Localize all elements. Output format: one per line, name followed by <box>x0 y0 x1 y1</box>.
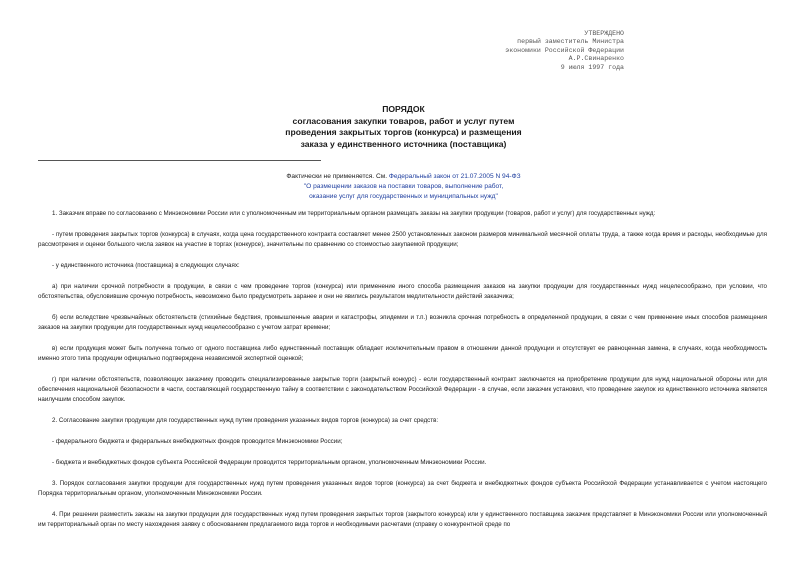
separator-line <box>38 160 321 161</box>
approval-line: 9 июля 1997 года <box>560 63 624 71</box>
paragraph: - федерального бюджета и федеральных внебюджетных фондов проводится Минэкономики России; <box>52 438 343 445</box>
paragraph: б) если вследствие чрезвычайных обстоятельств (стихийные бедствия, промышленные аварии и катастрофы, эпидемии и т.п.) возникла срочная потребность в определенной продукции, в связи с чем применение иных способов размещения заказов на закупки продукции для государственных нужд нецелесообразно с учетом затрат времени; <box>38 314 767 331</box>
note-prefix: Фактически не применяется. См. <box>286 173 389 180</box>
note-line-1 <box>0 172 807 182</box>
approval-line: А.Р.Свинаренко <box>568 55 624 63</box>
approval-line: УТВЕРЖДЕНО <box>584 30 624 37</box>
paragraph: 3. Порядок согласования закупки продукции для государственных нужд путем проведения указанных видов торгов (конкурса) за счет бюджета и внебюджетных фондов субъекта Российской Федерации устанавливается с учетом настоящего Порядка территориальным органом, уполномоченным Минэкономики России. <box>38 480 767 497</box>
paragraph: - путем проведения закрытых торгов (конкурса) в случаях, когда цена государственного контракта составляет менее 2500 установленных законом размеров минимальной месячной оплаты труда, а также когда время и расходы, необходимые для рассмотрения и оценки большого числа заявок на участие в торгах (конкурсе), значительны по сравнению со стоимостью закупаемой продукции; <box>38 231 767 248</box>
approval-line: экономики Российской Федерации <box>505 46 624 54</box>
approval-block <box>505 30 624 72</box>
paragraph: а) при наличии срочной потребности в продукции, в связи с чем проведение торгов (конкурса) или применение иного способа размещения заказов на закупки продукции для государственных нужд нецелесообразно, при условии, что обстоятельства, обусловившие срочную потребность, невозможно было предусмотреть заранее и они не явились результатом медлительности действий заказчика; <box>38 283 767 300</box>
paragraph: 2. Согласование закупки продукции для государственных нужд путем проведения указанных видов торгов (конкурса) за счет средств: <box>52 417 439 424</box>
applicability-note <box>0 172 807 202</box>
title-line: ПОРЯДОК <box>382 104 425 114</box>
document-title <box>0 104 807 150</box>
paragraph: г) при наличии обстоятельств, позволяющих заказчику проводить специализированные закрытые торги (закрытый конкурс) - если государственный контракт заключается на приобретение продукции для нужд национальной обороны или для обеспечения национальной безопасности в части, составляющей государственную тайну в соответствии с законодательством Российской Федерации - в случае, если заказчик установил, что проведение закупок из единственного источника является наилучшим способом закупок. <box>38 376 767 403</box>
title-line: проведения закрытых торгов (конкурса) и размещения <box>285 127 522 137</box>
paragraph: - бюджета и внебюджетных фондов субъекта Российской Федерации проводится территориальным органом, уполномоченным Минэкономики России. <box>52 459 487 466</box>
law-link-title-1[interactable]: "О размещении заказов на поставки товаров, выполнение работ, <box>303 183 504 190</box>
paragraph: в) если продукция может быть получена только от одного поставщика либо единственный поставщик обладает исключительным правом в отношении данной продукции и отсутствует ее равноценная замена, в случаях, когда необходимость именно этого типа продукции официально подтверждена независимой экспертной оценкой; <box>38 345 767 362</box>
approval-line: первый заместитель Министра <box>517 38 624 46</box>
paragraph: - у единственного источника (поставщика) в следующих случаях: <box>52 262 240 269</box>
title-line: согласования закупки товаров, работ и услуг путем <box>292 115 515 126</box>
document-body <box>38 209 767 541</box>
law-link-title-2[interactable]: оказание услуг для государственных и муниципальных нужд" <box>309 193 498 200</box>
paragraph: 4. При решении разместить заказы на закупки продукции для государственных нужд путем проведения закрытых торгов (закрытого конкурса) или у единственного поставщика заказчик представляет в Минэкономики России или уполномоченный им территориальный орган по месту нахождения заявку с обоснованием предлагаемого вида торгов и необходимыми расчетами (справку о конкурентной среде по <box>38 511 767 528</box>
law-link[interactable]: Федеральный закон от 21.07.2005 N 94-ФЗ <box>388 173 521 180</box>
title-line: заказа у единственного источника (поставщика) <box>300 138 507 149</box>
paragraph: 1. Заказчик вправе по согласованию с Минэкономики России или с уполномоченным им территориальным органом размещать заказы на закупки продукции (товаров, работ и услуг) для государственных нужд: <box>52 210 656 217</box>
